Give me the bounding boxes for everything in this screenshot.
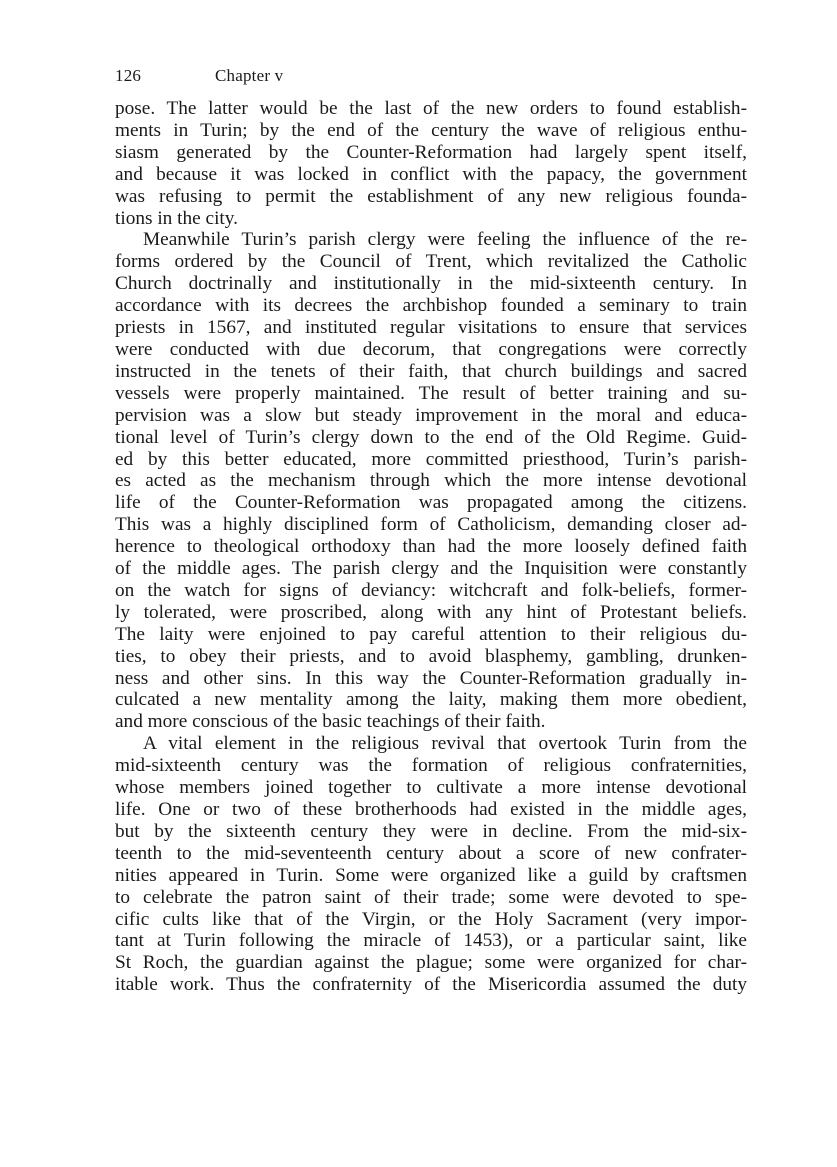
text-line: tions in the city.	[115, 207, 238, 229]
text-line: tant at Turin following the miracle of 1453), or a particular saint, like	[115, 930, 747, 952]
text-line: ness and other sins. In this way the Counter-Reformation gradually in-	[115, 667, 747, 689]
text-line: es acted as the mechanism through which the more intense devotional	[115, 470, 747, 492]
text-line: ments in Turin; by the end of the century the wave of religious enthu-	[115, 119, 747, 141]
text-line: of the middle ages. The parish clergy and the Inquisition were constantly	[115, 558, 747, 580]
chapter-title: Chapter v	[215, 66, 284, 85]
text-line: and more conscious of the basic teachings of their faith.	[115, 711, 546, 733]
text-line: priests in 1567, and instituted regular visitations to ensure that services	[115, 317, 747, 339]
text-line: cific cults like that of the Virgin, or the Holy Sacrament (very impor-	[115, 908, 747, 930]
text-line: siasm generated by the Counter-Reformation had largely spent itself,	[115, 141, 747, 163]
text-line: tional level of Turin’s clergy down to the end of the Old Regime. Guid-	[115, 426, 747, 448]
body-text	[115, 98, 747, 996]
text-line: whose members joined together to cultivate a more intense devotional	[115, 777, 747, 799]
text-line: itable work. Thus the confraternity of the Misericordia assumed the duty	[115, 974, 747, 996]
text-line: instructed in the tenets of their faith, that church buildings and sacred	[115, 360, 747, 382]
text-line: on the watch for signs of deviancy: witchcraft and folk-beliefs, former-	[115, 579, 747, 601]
text-line: teenth to the mid-seventeenth century about a score of new confrater-	[115, 842, 747, 864]
text-line: St Roch, the guardian against the plague; some were organized for char-	[115, 952, 747, 974]
page-number: 126	[115, 66, 142, 85]
text-line: ed by this better educated, more committed priesthood, Turin’s parish-	[115, 448, 747, 470]
text-line: A vital element in the religious revival that overtook Turin from the	[143, 733, 747, 755]
text-line: to celebrate the patron saint of their trade; some were devoted to spe-	[115, 886, 747, 908]
text-line: herence to theological orthodoxy than had the more loosely defined faith	[115, 536, 747, 558]
running-head	[115, 66, 283, 86]
text-line: pervision was a slow but steady improvement in the moral and educa-	[115, 404, 747, 426]
text-line: forms ordered by the Council of Trent, which revitalized the Catholic	[115, 251, 747, 273]
text-line: The laity were enjoined to pay careful attention to their religious du-	[115, 623, 747, 645]
text-line: life. One or two of these brotherhoods had existed in the middle ages,	[115, 799, 747, 820]
text-line: ly tolerated, were proscribed, along with any hint of Protestant beliefs.	[115, 601, 747, 623]
text-line: This was a highly disciplined form of Catholicism, demanding closer ad-	[115, 514, 747, 536]
text-line: Church doctrinally and institutionally in the mid-sixteenth century. In	[115, 273, 747, 295]
text-line: ties, to obey their priests, and to avoid blasphemy, gambling, drunken-	[115, 645, 747, 667]
text-line: nities appeared in Turin. Some were organized like a guild by craftsmen	[115, 864, 747, 886]
text-line: pose. The latter would be the last of the new orders to found establish-	[115, 98, 747, 119]
text-line: accordance with its decrees the archbishop founded a seminary to train	[115, 295, 747, 317]
text-line: and because it was locked in conflict with the papacy, the government	[115, 163, 747, 185]
text-line: but by the sixteenth century they were in decline. From the mid-six-	[115, 820, 747, 842]
text-line: mid-sixteenth century was the formation of religious confraternities,	[115, 755, 747, 777]
text-line: vessels were properly maintained. The result of better training and su-	[115, 382, 747, 404]
text-line: Meanwhile Turin’s parish clergy were feeling the influence of the re-	[143, 229, 747, 251]
text-line: life of the Counter-Reformation was propagated among the citizens.	[115, 492, 747, 514]
text-line: was refusing to permit the establishment of any new religious founda-	[115, 185, 747, 207]
text-line: culcated a new mentality among the laity, making them more obedient,	[115, 689, 747, 711]
text-line: were conducted with due decorum, that congregations were correctly	[115, 338, 747, 360]
